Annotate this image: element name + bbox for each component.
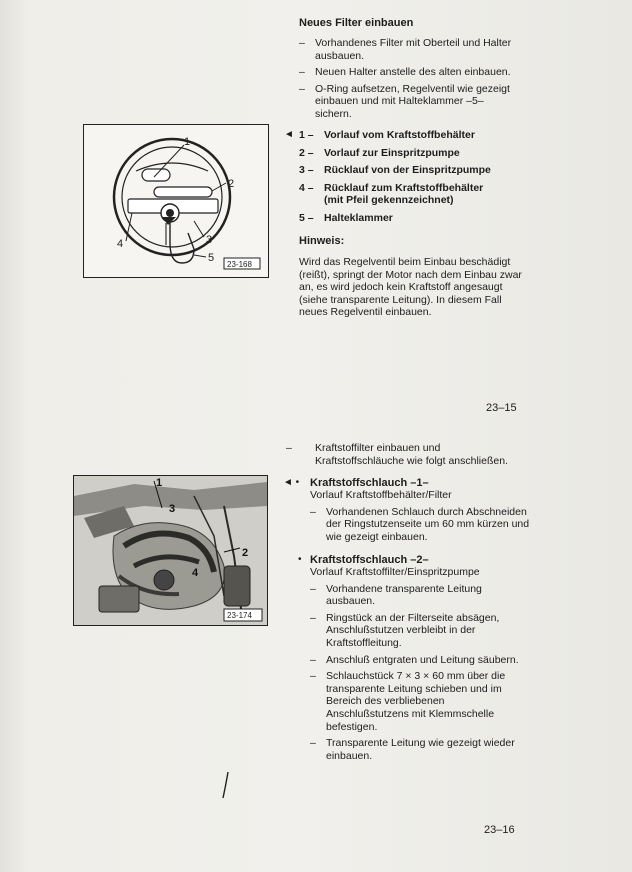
note-heading: Hinweis: (299, 235, 345, 247)
step-text: Vorhandenes Filter mit Oberteil und Halter ausbauen. (315, 37, 512, 62)
dash: – (310, 582, 316, 595)
fuel-filter-diagram (84, 125, 268, 277)
legend-number: 5 – (299, 211, 314, 224)
dash: – (310, 670, 316, 683)
page-top (0, 0, 632, 430)
figure-label-3: 3 (206, 234, 213, 246)
legend-number: 3 – (299, 164, 314, 177)
figure-label-2: 2 (228, 178, 235, 190)
legend-text: Vorlauf zur Einspritzpumpe (324, 146, 460, 159)
step-item (299, 37, 524, 62)
step-item (310, 583, 521, 608)
step-text: Vorhandenen Schlauch durch Abschneiden der Ringstutzenseite um 60 mm kürzen und wie gezeigt einbauen. (326, 505, 530, 543)
legend-number: 4 – (299, 181, 314, 194)
section-heading: Neues Filter einbauen (299, 17, 414, 29)
hose2-block (310, 554, 532, 762)
hose2-title: Kraftstoffschlauch –2– (310, 554, 429, 566)
figure-engine-bay (73, 475, 268, 626)
step-item (310, 737, 536, 762)
step-text: O-Ring aufsetzen, Regelventil wie gezeigt einbauen und mit Halteklammer –5– sichern. (315, 82, 510, 120)
hose1-subtitle: Vorlauf Kraftstoffbehälter/Filter (310, 489, 452, 501)
intro-step (286, 442, 509, 467)
legend-text: Rücklauf zum Kraftstoffbehälter (mit Pfeil gekennzeichnet) (324, 181, 484, 207)
photo-label-4: 4 (192, 567, 199, 579)
page-number: 23–16 (484, 824, 515, 836)
legend-number: 2 – (299, 146, 314, 159)
legend-number: 1 – (299, 129, 314, 141)
step-text: Vorhandene transparente Leitung ausbauen. (326, 582, 482, 608)
page-number: 23–15 (486, 402, 517, 414)
dash: – (310, 505, 316, 518)
photo-label-3: 3 (169, 503, 176, 515)
hose1-title: Kraftstoffschlauch –1– (310, 477, 429, 489)
legend-text: Vorlauf vom Kraftstoffbehälter (324, 129, 475, 141)
step-text: Transparente Leitung wie gezeigt wieder einbauen. (326, 737, 515, 762)
step-text: Kraftstoffilter einbauen und Kraftstoffschläuche wie folgt anschließen. (315, 442, 508, 467)
pen-mark (220, 770, 232, 800)
step-item (310, 654, 536, 667)
step-text: Schlauchstück 7 × 3 × 60 mm über die transparente Leitung schieben und im Bereich des verbliebenen Anschlußstutzens mit Klemmschelle befestigen. (326, 670, 506, 733)
arrow-icon: ◄ (284, 129, 294, 140)
photo-code: 23-174 (227, 611, 252, 620)
step-list (299, 37, 524, 121)
legend-item (299, 212, 524, 225)
step-item (310, 670, 526, 733)
legend-item (299, 147, 524, 160)
step-item (299, 83, 520, 121)
photo-label-2: 2 (242, 547, 249, 559)
legend-item (299, 129, 524, 142)
legend-item (299, 182, 524, 207)
step-text: Ringstück an der Filterseite absägen, Anschlußstutzen verbleibt in der Kraftstoffleitung. (326, 611, 500, 649)
engine-bay-photo (74, 476, 267, 625)
arrow-bullet-icon: ◄ • (283, 477, 300, 488)
page-bottom (0, 430, 632, 872)
photo-label-1: 1 (156, 477, 163, 489)
figure-label-4: 4 (117, 238, 124, 250)
figure-label-5: 5 (208, 252, 215, 264)
figure-code: 23-168 (227, 260, 252, 269)
step-item (299, 66, 524, 79)
bullet-icon: • (298, 554, 302, 565)
legend-text: Rücklauf von der Einspritzpumpe (324, 164, 491, 177)
dash: – (310, 611, 316, 624)
figure-label-1: 1 (184, 136, 191, 148)
step-item (310, 612, 521, 650)
legend-list (299, 129, 524, 225)
legend-text: Halteklammer (324, 211, 393, 224)
legend-item (299, 164, 524, 177)
step-text: Neuen Halter anstelle des alten einbauen. (315, 66, 511, 79)
dash: – (286, 442, 292, 454)
figure-fuel-filter (83, 124, 269, 278)
dash: – (310, 653, 316, 666)
hose1-block (310, 477, 532, 543)
dash: – (299, 82, 305, 95)
step-item (286, 442, 509, 467)
note-text: Wird das Regelventil beim Einbau beschädigt (reißt), springt der Motor nach dem Einbau zwar an, es wird jedoch kein Kraftstoff angesaugt (siehe transparente Leitung). In diesem Fall neues Regelventil einbauen. (299, 256, 522, 319)
step-item (310, 506, 531, 544)
dash: – (310, 737, 316, 750)
hose2-subtitle: Vorlauf Kraftstoffilter/Einspritzpumpe (310, 566, 480, 578)
dash: – (299, 37, 305, 49)
dash: – (299, 66, 305, 79)
step-text: Anschluß entgraten und Leitung säubern. (326, 653, 519, 666)
